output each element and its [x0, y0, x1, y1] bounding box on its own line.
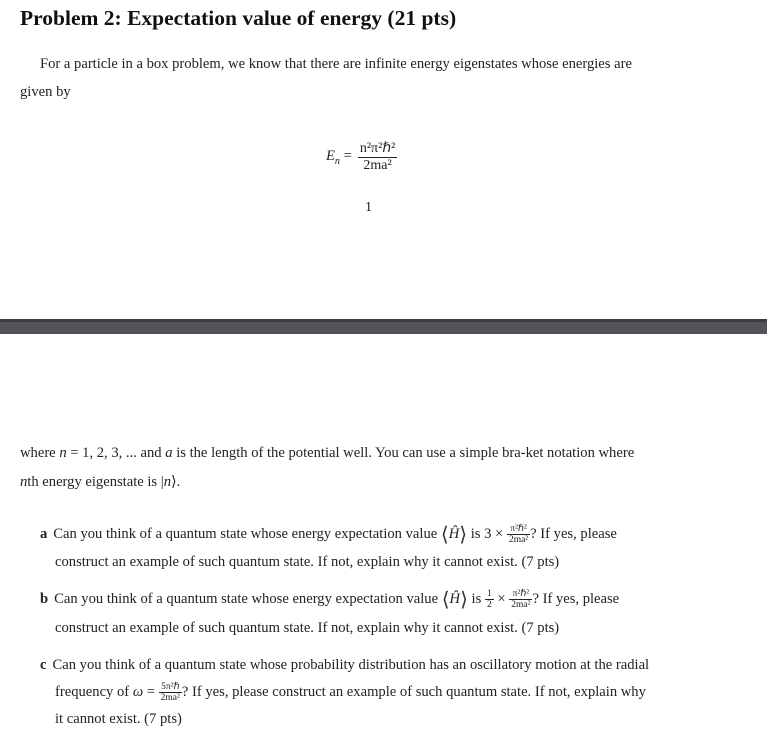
equation-denominator: 2ma²	[363, 158, 392, 173]
problem-title: Problem 2: Expectation value of energy (21 pts)	[20, 6, 457, 30]
hamiltonian-operator: Ĥ	[448, 526, 460, 542]
question-b-label: b	[40, 591, 49, 607]
question-b-coefficient: $\frac{1}{2}$	[486, 589, 492, 611]
question-a-fraction: $\frac{\text{π²ℏ²}}{\text{2ma²}}$	[508, 524, 529, 546]
page-number: 1	[365, 200, 372, 215]
question-c-fraction: $\frac{\text{5π²ℏ}}{\text{2ma²}}$	[160, 682, 180, 703]
question-a-label: a	[40, 526, 48, 542]
question-c-line-1: c Can you think of a quantum state whose probability distribution has an oscillatory motion at the radial	[40, 657, 650, 673]
question-c-label: c	[40, 657, 47, 673]
question-b-line-1: b Can you think of a quantum state whose energy expectation value ⟨Ĥ⟩ is $\frac{1}{2}$ × $\frac{\text{π²ℏ²}}{\text{2ma²}}$ ? If yes, please	[40, 587, 620, 611]
intro-line-1: For a particle in a box problem, we know that there are infinite energy eigenstates whose energies are	[40, 56, 632, 72]
question-b-line-2: construct an example of such quantum state. If not, explain why it cannot exist. (7 pts)	[55, 620, 560, 636]
where-line-2: nth energy eigenstate is |n⟩.	[20, 474, 181, 490]
equation-lhs: $E_n$ =	[326, 147, 352, 167]
question-c-line-3: it cannot exist. (7 pts)	[55, 711, 182, 727]
equation-numerator: n²π²ℏ²	[359, 141, 396, 156]
question-a-line-1: a Can you think of a quantum state whose energy expectation value ⟨Ĥ⟩ is 3 × $\frac{\text{π²ℏ²}}{\text{2ma²}}$ ? If yes, please	[40, 522, 617, 546]
equation-fraction	[358, 140, 398, 174]
question-b-fraction: $\frac{\text{π²ℏ²}}{\text{2ma²}}$	[511, 589, 531, 611]
intro-line-2: given by	[20, 84, 71, 100]
hamiltonian-operator: Ĥ	[449, 591, 461, 607]
page-divider	[0, 319, 767, 334]
question-c-line-2: frequency of ω = $\frac{\text{5π²ℏ}}{\text{2ma²}}$ ? If yes, please construct an example of such quantum state. If not, explain why	[55, 682, 646, 703]
question-a-line-2: construct an example of such quantum state. If not, explain why it cannot exist. (7 pts)	[55, 554, 560, 570]
energy-equation	[326, 140, 397, 174]
where-line-1: where n = 1, 2, 3, ... and a is the length of the potential well. You can use a simple bra-ket notation where	[20, 445, 635, 461]
